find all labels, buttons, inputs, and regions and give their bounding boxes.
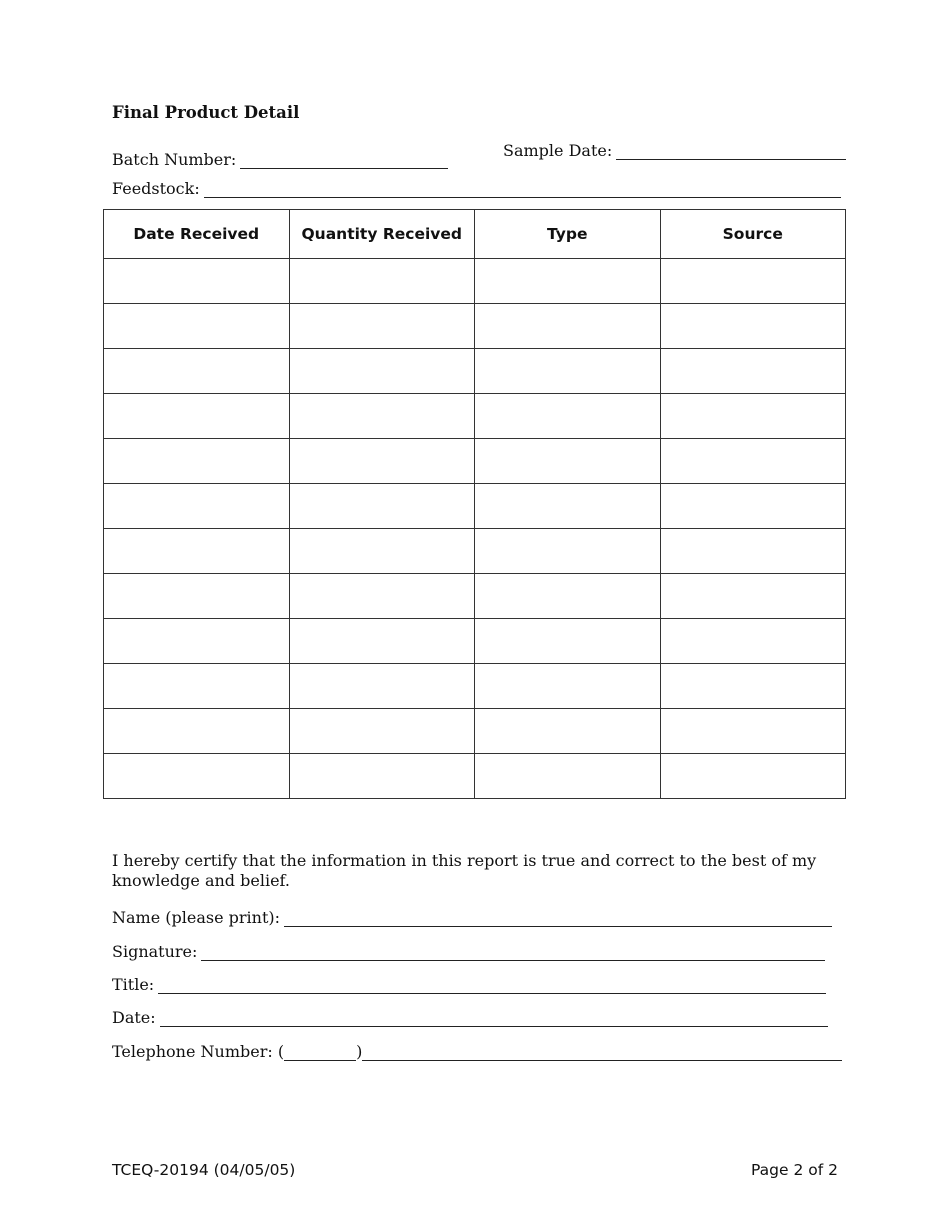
table-row bbox=[104, 709, 846, 754]
type-cell[interactable] bbox=[475, 664, 661, 709]
header-date-received: Date Received bbox=[104, 210, 290, 259]
name-field bbox=[112, 908, 832, 927]
form-id: TCEQ-20194 (04/05/05) bbox=[112, 1161, 296, 1179]
table-row bbox=[104, 349, 846, 394]
telephone-input[interactable] bbox=[362, 1046, 842, 1061]
type-cell[interactable] bbox=[475, 709, 661, 754]
quantity-received-cell[interactable] bbox=[289, 619, 475, 664]
feedstock-field bbox=[112, 179, 841, 198]
source-cell[interactable] bbox=[660, 349, 846, 394]
source-cell[interactable] bbox=[660, 439, 846, 484]
batch-number-field bbox=[112, 150, 448, 169]
feedstock-label: Feedstock: bbox=[112, 179, 200, 198]
type-cell[interactable] bbox=[475, 394, 661, 439]
product-table bbox=[103, 209, 846, 799]
table-row bbox=[104, 619, 846, 664]
sample-date-field bbox=[503, 141, 846, 160]
quantity-received-cell[interactable] bbox=[289, 484, 475, 529]
area-code-input[interactable] bbox=[284, 1046, 356, 1061]
feedstock-input[interactable] bbox=[204, 183, 841, 198]
title-input[interactable] bbox=[158, 979, 826, 994]
type-cell[interactable] bbox=[475, 529, 661, 574]
date-received-cell[interactable] bbox=[104, 484, 290, 529]
date-input[interactable] bbox=[160, 1012, 828, 1027]
batch-number-input[interactable] bbox=[240, 154, 448, 169]
date-received-cell[interactable] bbox=[104, 709, 290, 754]
date-label: Date: bbox=[112, 1008, 156, 1027]
certification-statement: I hereby certify that the information in this report is true and correct to the best of my knowledge and belief. bbox=[112, 851, 817, 890]
quantity-received-cell[interactable] bbox=[289, 349, 475, 394]
page-number: Page 2 of 2 bbox=[751, 1161, 838, 1179]
table-row bbox=[104, 394, 846, 439]
source-cell[interactable] bbox=[660, 664, 846, 709]
telephone-field bbox=[112, 1042, 842, 1061]
source-cell[interactable] bbox=[660, 394, 846, 439]
page-title: Final Product Detail bbox=[112, 103, 300, 122]
quantity-received-cell[interactable] bbox=[289, 304, 475, 349]
quantity-received-cell[interactable] bbox=[289, 394, 475, 439]
type-cell[interactable] bbox=[475, 619, 661, 664]
telephone-label: Telephone Number: ( bbox=[112, 1042, 285, 1061]
date-received-cell[interactable] bbox=[104, 349, 290, 394]
date-field bbox=[112, 1008, 828, 1027]
date-received-cell[interactable] bbox=[104, 529, 290, 574]
source-cell[interactable] bbox=[660, 259, 846, 304]
type-cell[interactable] bbox=[475, 349, 661, 394]
sample-date-input[interactable] bbox=[616, 145, 846, 160]
signature-input[interactable] bbox=[201, 946, 825, 961]
source-cell[interactable] bbox=[660, 574, 846, 619]
source-cell[interactable] bbox=[660, 484, 846, 529]
table-row bbox=[104, 754, 846, 799]
header-type: Type bbox=[475, 210, 661, 259]
quantity-received-cell[interactable] bbox=[289, 574, 475, 619]
type-cell[interactable] bbox=[475, 754, 661, 799]
table-header-row bbox=[104, 210, 846, 259]
date-received-cell[interactable] bbox=[104, 619, 290, 664]
date-received-cell[interactable] bbox=[104, 439, 290, 484]
table-row bbox=[104, 529, 846, 574]
quantity-received-cell[interactable] bbox=[289, 709, 475, 754]
source-cell[interactable] bbox=[660, 619, 846, 664]
source-cell[interactable] bbox=[660, 529, 846, 574]
table-row bbox=[104, 439, 846, 484]
table-row bbox=[104, 259, 846, 304]
date-received-cell[interactable] bbox=[104, 754, 290, 799]
name-input[interactable] bbox=[284, 912, 832, 927]
table-row bbox=[104, 304, 846, 349]
type-cell[interactable] bbox=[475, 484, 661, 529]
telephone-close-paren: ) bbox=[356, 1042, 363, 1061]
quantity-received-cell[interactable] bbox=[289, 664, 475, 709]
quantity-received-cell[interactable] bbox=[289, 439, 475, 484]
header-quantity-received: Quantity Received bbox=[289, 210, 475, 259]
date-received-cell[interactable] bbox=[104, 574, 290, 619]
type-cell[interactable] bbox=[475, 304, 661, 349]
date-received-cell[interactable] bbox=[104, 664, 290, 709]
source-cell[interactable] bbox=[660, 709, 846, 754]
quantity-received-cell[interactable] bbox=[289, 754, 475, 799]
quantity-received-cell[interactable] bbox=[289, 259, 475, 304]
type-cell[interactable] bbox=[475, 439, 661, 484]
type-cell[interactable] bbox=[475, 259, 661, 304]
table-row bbox=[104, 664, 846, 709]
name-label: Name (please print): bbox=[112, 908, 281, 927]
source-cell[interactable] bbox=[660, 304, 846, 349]
signature-label: Signature: bbox=[112, 942, 198, 961]
date-received-cell[interactable] bbox=[104, 394, 290, 439]
date-received-cell[interactable] bbox=[104, 259, 290, 304]
sample-date-label: Sample Date: bbox=[503, 141, 613, 160]
table-row bbox=[104, 574, 846, 619]
date-received-cell[interactable] bbox=[104, 304, 290, 349]
table-row bbox=[104, 484, 846, 529]
table-body bbox=[104, 259, 846, 799]
title-field bbox=[112, 975, 826, 994]
title-label: Title: bbox=[112, 975, 155, 994]
batch-number-label: Batch Number: bbox=[112, 150, 237, 169]
source-cell[interactable] bbox=[660, 754, 846, 799]
type-cell[interactable] bbox=[475, 574, 661, 619]
quantity-received-cell[interactable] bbox=[289, 529, 475, 574]
signature-field bbox=[112, 942, 825, 961]
header-source: Source bbox=[660, 210, 846, 259]
